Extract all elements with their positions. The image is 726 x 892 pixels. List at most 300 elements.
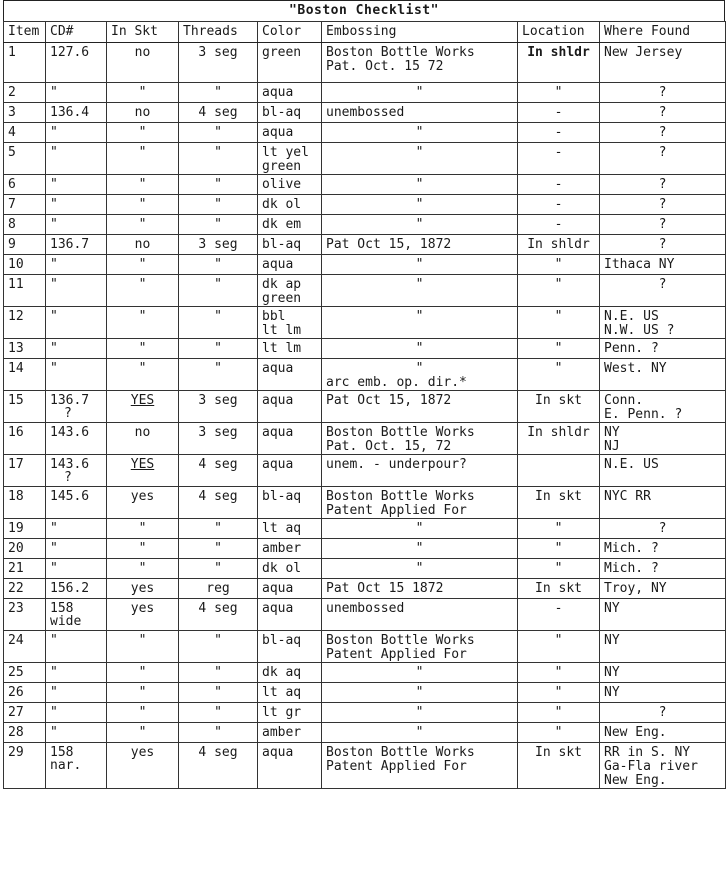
table-row — [4, 103, 726, 123]
column-header-item: Item — [4, 22, 46, 43]
cell-cd-number — [46, 663, 107, 683]
cell-line: " — [50, 177, 58, 192]
cell-line: 9 — [8, 237, 16, 252]
cell-cd-number — [46, 599, 107, 631]
header-row — [4, 22, 726, 43]
cell-in-socket — [107, 703, 179, 723]
cell-location — [518, 215, 600, 235]
cell-item — [4, 599, 46, 631]
cell-line: yes — [130, 489, 155, 504]
cell-line: - — [554, 105, 563, 120]
cell-item — [4, 143, 46, 175]
cell-line: " — [138, 521, 147, 536]
cell-threads — [179, 359, 258, 391]
cell-cd-number — [46, 235, 107, 255]
cell-in-socket — [107, 539, 179, 559]
cell-line: " — [50, 725, 58, 740]
cell-line: " — [138, 341, 147, 356]
cell-item — [4, 631, 46, 663]
cell-threads — [179, 235, 258, 255]
cell-line: ? — [658, 705, 667, 720]
cell-line: reg — [206, 581, 230, 596]
cell-line: ? — [658, 277, 667, 292]
cell-line: aqua — [262, 601, 294, 616]
cell-location — [518, 519, 600, 539]
cell-item — [4, 723, 46, 743]
column-header-threads: Threads — [179, 22, 258, 43]
cell-line: - — [554, 217, 563, 232]
cell-line: 3 — [8, 105, 16, 120]
cell-embossing — [322, 215, 518, 235]
cell-line: - — [554, 177, 563, 192]
cell-line: 1 — [8, 45, 16, 60]
cell-line: " — [138, 309, 147, 324]
cell-line: " — [138, 197, 147, 212]
cell-line: Pat. Oct. 15, 72 — [326, 439, 452, 454]
cell-where-found — [600, 579, 726, 599]
cell-line: bbl — [262, 309, 286, 324]
cell-color — [258, 723, 322, 743]
cell-line: " — [415, 309, 424, 324]
cell-where-found — [600, 43, 726, 83]
cell-line: Ga-Fla river — [604, 759, 698, 774]
cell-line: 143.6 — [50, 457, 90, 472]
table-row — [4, 519, 726, 539]
cell-embossing — [322, 255, 518, 275]
cell-line: In skt — [535, 581, 582, 596]
cell-line: 2 — [8, 85, 16, 100]
cell-line: " — [554, 341, 563, 356]
cell-cd-number — [46, 143, 107, 175]
cell-embossing — [322, 123, 518, 143]
cell-location — [518, 559, 600, 579]
cell-line: 27 — [8, 705, 24, 720]
cell-where-found — [600, 195, 726, 215]
cell-in-socket — [107, 43, 179, 83]
cell-in-socket — [107, 339, 179, 359]
cell-threads — [179, 339, 258, 359]
cell-line: " — [50, 705, 58, 720]
cell-line: " — [415, 521, 424, 536]
cell-where-found — [600, 103, 726, 123]
cell-line: " — [415, 257, 424, 272]
cell-line: 16 — [8, 425, 24, 440]
cell-line: Conn. — [604, 393, 644, 408]
cell-threads — [179, 723, 258, 743]
cell-in-socket — [107, 359, 179, 391]
cell-line: " — [214, 521, 222, 536]
cell-line: 17 — [8, 457, 24, 472]
cell-line: bl-aq — [262, 633, 302, 648]
cell-where-found — [600, 539, 726, 559]
cell-cd-number — [46, 559, 107, 579]
cell-location — [518, 579, 600, 599]
table-row — [4, 143, 726, 175]
cell-line: In skt — [535, 745, 582, 760]
cell-line: dk aq — [262, 665, 302, 680]
cell-cd-number — [46, 631, 107, 663]
cell-embossing — [322, 579, 518, 599]
cell-line: YES — [130, 393, 155, 408]
cell-in-socket — [107, 559, 179, 579]
cell-color — [258, 195, 322, 215]
table-row — [4, 579, 726, 599]
cell-cd-number — [46, 519, 107, 539]
checklist-table — [3, 21, 726, 789]
cell-line: nar. — [50, 758, 82, 773]
cell-color — [258, 455, 322, 487]
cell-line: aqua — [262, 425, 294, 440]
cell-line: 143.6 — [50, 425, 90, 440]
cell-line: 136.7 — [50, 237, 90, 252]
cell-cd-number — [46, 579, 107, 599]
cell-threads — [179, 215, 258, 235]
cell-line: - — [554, 197, 563, 212]
cell-line: 3 seg — [198, 45, 238, 60]
table-row — [4, 43, 726, 83]
cell-line: 13 — [8, 341, 24, 356]
cell-embossing — [322, 143, 518, 175]
cell-line: ? — [64, 406, 72, 421]
cell-threads — [179, 307, 258, 339]
cell-cd-number — [46, 123, 107, 143]
cell-where-found — [600, 487, 726, 519]
column-header-cd-number: CD# — [46, 22, 107, 43]
cell-location — [518, 599, 600, 631]
cell-line: ? — [64, 470, 72, 485]
cell-line: 10 — [8, 257, 24, 272]
cell-color — [258, 83, 322, 103]
cell-line: " — [415, 705, 424, 720]
cell-line: " — [214, 561, 222, 576]
cell-where-found — [600, 359, 726, 391]
cell-line: " — [214, 217, 222, 232]
cell-line: lt lm — [262, 341, 302, 356]
table-row — [4, 307, 726, 339]
cell-line: NYC RR — [604, 489, 651, 504]
table-row — [4, 683, 726, 703]
table-row — [4, 215, 726, 235]
cell-line: aqua — [262, 581, 294, 596]
cell-line: " — [138, 361, 147, 376]
cell-line: 158 — [50, 601, 74, 616]
cell-line: green — [262, 45, 302, 60]
cell-location — [518, 307, 600, 339]
cell-line: dk em — [262, 217, 302, 232]
cell-line: dk ap — [262, 277, 302, 292]
cell-threads — [179, 43, 258, 83]
cell-color — [258, 215, 322, 235]
cell-line: " — [554, 309, 563, 324]
cell-location — [518, 123, 600, 143]
cell-embossing — [322, 663, 518, 683]
cell-in-socket — [107, 255, 179, 275]
cell-line: 19 — [8, 521, 24, 536]
cell-line: " — [138, 257, 147, 272]
cell-line: N.E. US — [604, 457, 659, 472]
cell-cd-number — [46, 215, 107, 235]
cell-line: dk ol — [262, 197, 302, 212]
cell-item — [4, 235, 46, 255]
cell-in-socket — [107, 103, 179, 123]
cell-line: " — [50, 685, 58, 700]
cell-color — [258, 743, 322, 789]
table-row — [4, 703, 726, 723]
cell-threads — [179, 123, 258, 143]
cell-embossing — [322, 275, 518, 307]
cell-line: amber — [262, 725, 302, 740]
cell-line: " — [138, 633, 147, 648]
cell-line: " — [415, 665, 424, 680]
cell-color — [258, 307, 322, 339]
cell-embossing — [322, 195, 518, 215]
cell-where-found — [600, 743, 726, 789]
cell-line: " — [554, 257, 563, 272]
cell-embossing — [322, 487, 518, 519]
cell-cd-number — [46, 539, 107, 559]
cell-threads — [179, 423, 258, 455]
cell-location — [518, 455, 600, 487]
cell-cd-number — [46, 683, 107, 703]
cell-cd-number — [46, 307, 107, 339]
cell-line: 136.4 — [50, 105, 90, 120]
cell-line: ? — [658, 217, 667, 232]
cell-line: Pat Oct 15 1872 — [326, 581, 444, 596]
cell-color — [258, 275, 322, 307]
cell-line: E. Penn. ? — [604, 407, 683, 422]
cell-line: " — [50, 145, 58, 160]
cell-line: " — [214, 541, 222, 556]
cell-item — [4, 195, 46, 215]
cell-location — [518, 255, 600, 275]
cell-item — [4, 703, 46, 723]
cell-in-socket — [107, 215, 179, 235]
cell-cd-number — [46, 275, 107, 307]
cell-line: " — [415, 277, 424, 292]
cell-item — [4, 83, 46, 103]
cell-line: " — [554, 561, 563, 576]
table-row — [4, 123, 726, 143]
cell-cd-number — [46, 455, 107, 487]
cell-line: bl-aq — [262, 105, 302, 120]
cell-threads — [179, 487, 258, 519]
cell-in-socket — [107, 631, 179, 663]
cell-line: " — [214, 665, 222, 680]
cell-line: " — [138, 561, 147, 576]
cell-line: aqua — [262, 85, 294, 100]
cell-line: " — [138, 145, 147, 160]
cell-threads — [179, 103, 258, 123]
cell-line: bl-aq — [262, 489, 302, 504]
cell-in-socket — [107, 455, 179, 487]
cell-item — [4, 519, 46, 539]
table-row — [4, 559, 726, 579]
cell-line: Boston Bottle Works — [326, 745, 475, 760]
cell-line: " — [554, 277, 563, 292]
cell-item — [4, 423, 46, 455]
cell-line: " — [214, 341, 222, 356]
cell-where-found — [600, 559, 726, 579]
cell-line: " — [50, 341, 58, 356]
cell-color — [258, 123, 322, 143]
cell-line: Boston Bottle Works — [326, 489, 475, 504]
checklist-sheet — [3, 0, 725, 789]
cell-line: - — [554, 601, 563, 616]
cell-line: NY — [604, 425, 620, 440]
cell-line: 21 — [8, 561, 24, 576]
cell-in-socket — [107, 683, 179, 703]
cell-line: no — [134, 237, 151, 252]
cell-in-socket — [107, 175, 179, 195]
cell-location — [518, 103, 600, 123]
cell-cd-number — [46, 391, 107, 423]
cell-where-found — [600, 123, 726, 143]
cell-location — [518, 275, 600, 307]
cell-line: " — [50, 217, 58, 232]
cell-line: 8 — [8, 217, 16, 232]
column-header-where-found: Where Found — [600, 22, 726, 43]
cell-color — [258, 631, 322, 663]
cell-color — [258, 103, 322, 123]
cell-line: " — [50, 665, 58, 680]
table-row — [4, 175, 726, 195]
table-row — [4, 235, 726, 255]
cell-cd-number — [46, 339, 107, 359]
cell-line: " — [138, 277, 147, 292]
cell-line: " — [415, 361, 424, 376]
cell-line: no — [134, 105, 151, 120]
cell-line: " — [214, 361, 222, 376]
cell-line: " — [138, 217, 147, 232]
cell-line: " — [415, 177, 424, 192]
cell-where-found — [600, 83, 726, 103]
cell-line: Mich. ? — [604, 541, 659, 556]
table-row — [4, 539, 726, 559]
cell-item — [4, 559, 46, 579]
cell-line: 3 seg — [198, 393, 238, 408]
cell-line: " — [214, 85, 222, 100]
cell-line: In skt — [535, 489, 582, 504]
cell-line: " — [214, 145, 222, 160]
table-row — [4, 423, 726, 455]
cell-line: Ithaca NY — [604, 257, 675, 272]
cell-threads — [179, 683, 258, 703]
cell-embossing — [322, 599, 518, 631]
cell-line: 24 — [8, 633, 24, 648]
cell-where-found — [600, 215, 726, 235]
cell-line: " — [50, 561, 58, 576]
cell-line: lt aq — [262, 521, 302, 536]
table-row — [4, 599, 726, 631]
cell-line: ? — [658, 237, 667, 252]
table-row — [4, 663, 726, 683]
cell-line: 23 — [8, 601, 24, 616]
cell-threads — [179, 455, 258, 487]
cell-line: unembossed — [326, 601, 405, 616]
cell-line: 145.6 — [50, 489, 90, 504]
cell-line: " — [415, 85, 424, 100]
cell-line: " — [138, 541, 147, 556]
cell-line: " — [50, 277, 58, 292]
cell-line: 136.7 — [50, 393, 90, 408]
cell-line: NY — [604, 633, 620, 648]
cell-color — [258, 175, 322, 195]
cell-location — [518, 235, 600, 255]
cell-line: aqua — [262, 745, 294, 760]
cell-line: Troy, NY — [604, 581, 667, 596]
cell-line: 15 — [8, 393, 24, 408]
cell-color — [258, 235, 322, 255]
cell-line: " — [138, 705, 147, 720]
cell-cd-number — [46, 723, 107, 743]
cell-location — [518, 703, 600, 723]
cell-line: New Eng. — [604, 725, 667, 740]
cell-where-found — [600, 723, 726, 743]
cell-line: New Jersey — [604, 45, 683, 60]
cell-embossing — [322, 631, 518, 663]
cell-line: N.W. US ? — [604, 323, 675, 338]
cell-color — [258, 423, 322, 455]
cell-item — [4, 487, 46, 519]
table-row — [4, 391, 726, 423]
cell-line: 20 — [8, 541, 24, 556]
cell-line: " — [138, 177, 147, 192]
cell-line: dk ol — [262, 561, 302, 576]
cell-threads — [179, 559, 258, 579]
cell-line: 28 — [8, 725, 24, 740]
cell-color — [258, 663, 322, 683]
table-row — [4, 359, 726, 391]
cell-cd-number — [46, 743, 107, 789]
cell-color — [258, 599, 322, 631]
cell-in-socket — [107, 743, 179, 789]
cell-line: lt yel — [262, 145, 309, 160]
table-row — [4, 255, 726, 275]
cell-line: " — [50, 125, 58, 140]
cell-where-found — [600, 175, 726, 195]
cell-where-found — [600, 703, 726, 723]
cell-line: " — [554, 361, 563, 376]
cell-where-found — [600, 339, 726, 359]
cell-location — [518, 723, 600, 743]
cell-line: " — [415, 125, 424, 140]
cell-line: Patent Applied For — [326, 503, 467, 518]
cell-embossing — [322, 175, 518, 195]
cell-threads — [179, 539, 258, 559]
cell-line: " — [554, 685, 563, 700]
cell-line: " — [138, 125, 147, 140]
cell-line: Pat Oct 15, 1872 — [326, 393, 452, 408]
cell-item — [4, 339, 46, 359]
cell-line: green — [262, 291, 302, 306]
cell-embossing — [322, 743, 518, 789]
cell-line: " — [138, 85, 147, 100]
cell-item — [4, 215, 46, 235]
cell-item — [4, 255, 46, 275]
cell-where-found — [600, 255, 726, 275]
cell-line: " — [415, 685, 424, 700]
cell-item — [4, 175, 46, 195]
cell-location — [518, 487, 600, 519]
cell-in-socket — [107, 235, 179, 255]
cell-embossing — [322, 559, 518, 579]
cell-line: 11 — [8, 277, 24, 292]
cell-cd-number — [46, 43, 107, 83]
cell-threads — [179, 83, 258, 103]
cell-cd-number — [46, 423, 107, 455]
cell-location — [518, 339, 600, 359]
cell-line: " — [554, 725, 563, 740]
